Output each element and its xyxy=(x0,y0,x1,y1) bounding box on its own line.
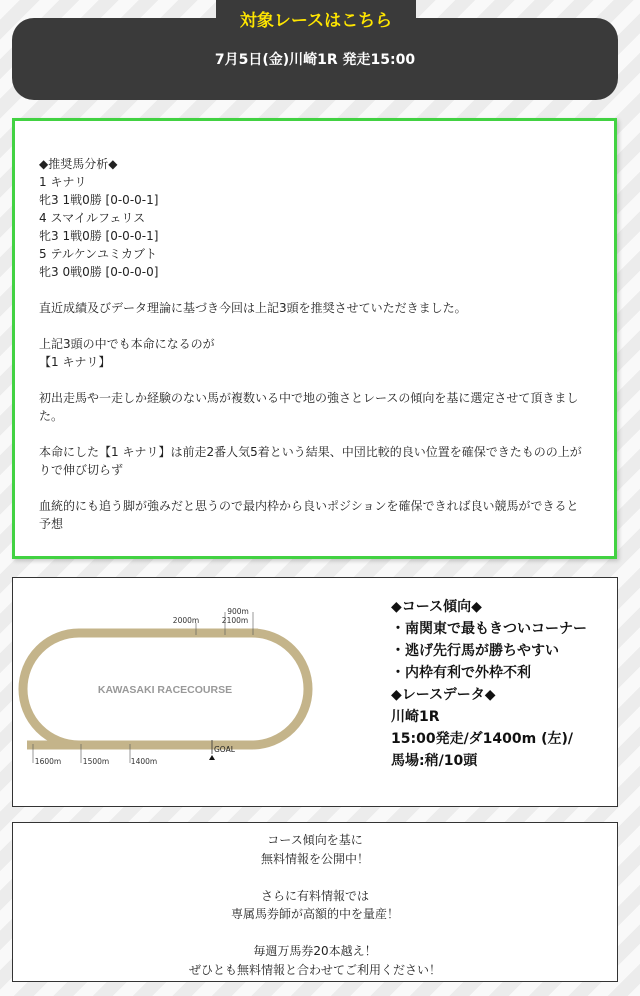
analysis-paragraph: 上記3頭の中でも本命になるのが xyxy=(39,337,215,351)
promo-box xyxy=(12,822,618,982)
track-condition: 馬場:稍/10頭 xyxy=(391,753,478,769)
distance-label-2100m: 2100m xyxy=(221,616,249,625)
trend-heading: ◆コース傾向◆ xyxy=(391,599,482,615)
horse-name: 1 キナリ xyxy=(39,175,87,189)
promo-line: ぜひとも無料情報と合わせてご利用ください！ xyxy=(188,962,441,977)
trend-item: ・逃げ先行馬が勝ちやすい xyxy=(391,643,559,659)
target-race-tab: 対象レースはこちら xyxy=(216,0,416,36)
race-name: 川崎1R xyxy=(391,709,440,725)
racecourse-map xyxy=(13,578,383,806)
analysis-paragraph: 血統的にも追う脚が強みだと思うので最内枠から良いポジションを確保できれば良い競馬ができると予想 xyxy=(39,499,579,531)
horse-record: 牝3 1戦0勝 [0-0-0-1] xyxy=(39,193,159,207)
horse-name: 4 スマイルフェリス xyxy=(39,211,146,225)
recommended-horse-analysis xyxy=(12,118,617,559)
course-trend-panel xyxy=(391,596,611,772)
distance-label-2000m: 2000m xyxy=(172,616,200,625)
backstretch-extension xyxy=(188,629,258,638)
course-map-title: KAWASAKI RACECOURSE xyxy=(97,684,233,696)
promo-line: さらに有料情報では xyxy=(260,888,369,903)
trend-item: ・南関東で最もきついコーナー xyxy=(391,621,587,637)
distance-label-1600m: 1600m xyxy=(34,757,62,766)
horse-record: 牝3 1戦0勝 [0-0-0-1] xyxy=(39,229,159,243)
race-info: 7月5日(金)川崎1R 発走15:00 xyxy=(214,52,416,68)
analysis-paragraph: 本命にした【1 キナリ】は前走2番人気5着という結果、中団比較的良い位置を確保できたものの上がりで伸び切らず xyxy=(39,445,582,477)
distance-label-900m: 900m xyxy=(227,607,249,616)
analysis-paragraph: 初出走馬や一走しか経験のない馬が複数いる中で地の強さとレースの傾向を基に選定させて頂きました。 xyxy=(39,391,579,423)
goal-marker xyxy=(209,755,215,760)
goal-label: GOAL xyxy=(214,745,235,754)
analysis-heading: ◆推奨馬分析◆ xyxy=(39,157,118,171)
promo-line: コース傾向を基に xyxy=(267,833,363,847)
horse-name: 5 テルケンユミカブト xyxy=(39,247,158,261)
promo-line: 無料情報を公開中！ xyxy=(260,851,369,866)
trend-item: ・内枠有利で外枠不利 xyxy=(391,665,531,681)
promo-line: 毎週万馬券20本越え！ xyxy=(253,944,377,958)
analysis-paragraph: 直近成績及びデータ理論に基づき今回は上記3頭を推奨させていただきました。 xyxy=(39,301,467,315)
race-detail: 15:00発走/ダ1400m (左)/ xyxy=(391,731,574,747)
favorite-horse: 【1 キナリ】 xyxy=(39,355,111,369)
homestretch-extension xyxy=(27,741,217,750)
distance-label-1500m: 1500m xyxy=(82,757,110,766)
distance-label-1400m: 1400m xyxy=(130,757,158,766)
promo-line: 専属馬券師が高額的中を量産！ xyxy=(230,907,399,921)
horse-record: 牝3 0戦0勝 [0-0-0-0] xyxy=(39,265,159,279)
course-section xyxy=(12,577,618,807)
race-data-heading: ◆レースデータ◆ xyxy=(391,687,496,703)
